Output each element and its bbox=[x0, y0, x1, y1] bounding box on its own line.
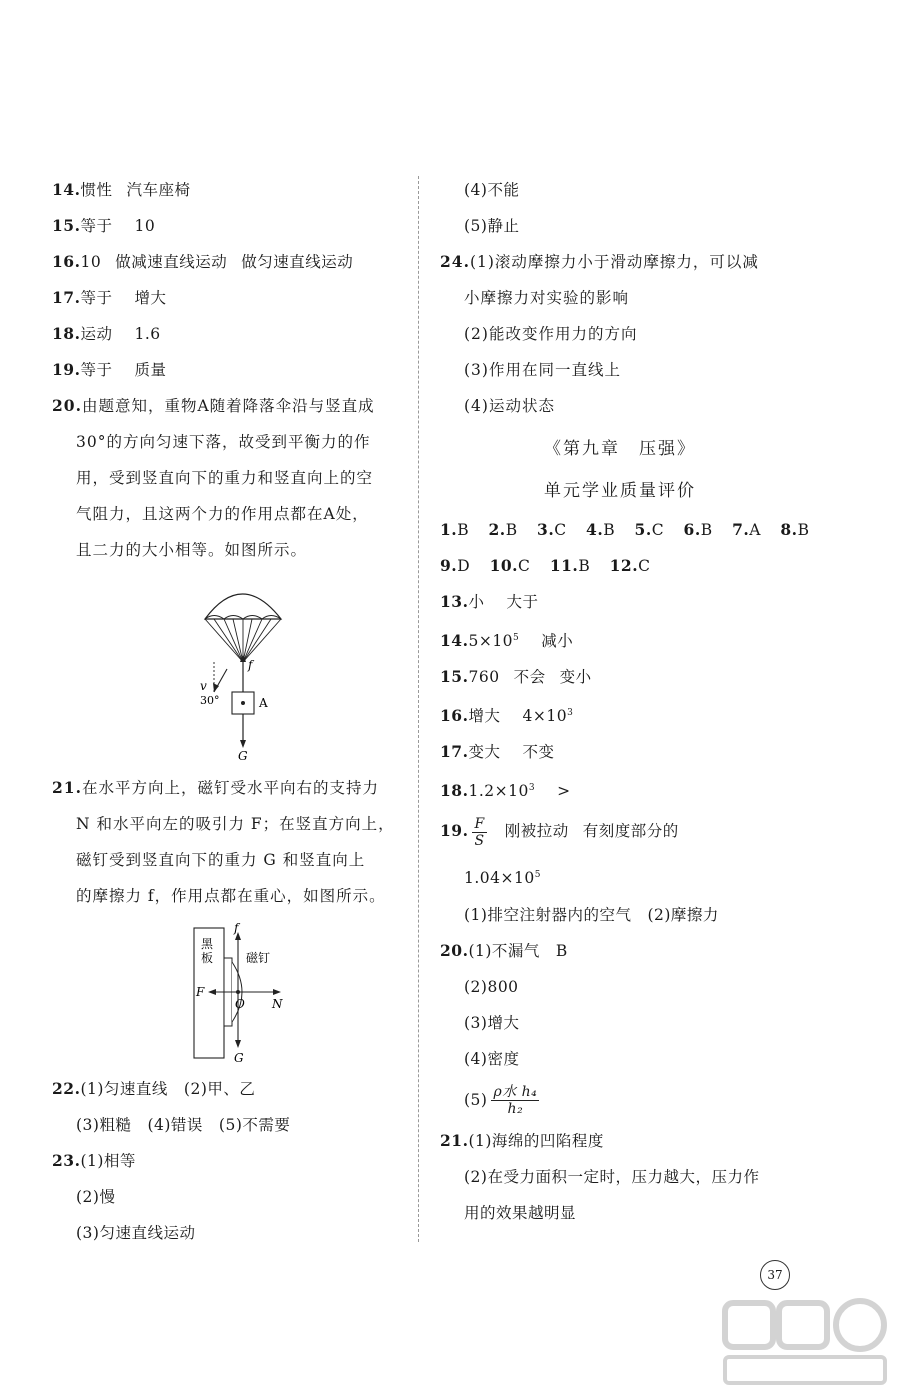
magnet-label: 磁钉 bbox=[246, 951, 271, 965]
answer-r19: 19. $\frac{F}{S}$ 刚被拉动 有刻度部分的 bbox=[440, 815, 679, 849]
board-label-1: 黑 bbox=[201, 937, 214, 951]
answer-r20-line4: (4)密度 bbox=[464, 1049, 520, 1068]
angle-label: 30° bbox=[200, 694, 220, 707]
gravity-g-label: G bbox=[234, 1051, 244, 1065]
velocity-label: v bbox=[200, 679, 207, 693]
answer-r13: 13.小 大于 bbox=[440, 592, 539, 611]
answer-19: 19.等于 质量 bbox=[52, 360, 167, 379]
answer-14: 14.惯性 汽车座椅 bbox=[52, 180, 191, 199]
support-label: N bbox=[272, 997, 283, 1011]
answer-r21-line1: 21.(1)海绵的凹陷程度 bbox=[440, 1130, 604, 1150]
pressure-fraction: $\frac{F}{S}$ bbox=[474, 815, 485, 849]
answer-18: 18.运动 1.6 bbox=[52, 324, 161, 343]
answer-r21-line2: (2)在受力面积一定时，压力越大，压力作 bbox=[464, 1167, 760, 1186]
parachute-diagram bbox=[52, 574, 407, 764]
page-number: 37 bbox=[760, 1260, 790, 1290]
answer-r21-line3: 用的效果越明显 bbox=[464, 1203, 577, 1222]
answer-23-line3: (3)匀速直线运动 bbox=[76, 1224, 196, 1242]
answer-r20-line1: 20.(1)不漏气 B bbox=[440, 940, 568, 960]
weight-a-label: A bbox=[259, 696, 268, 710]
answer-r14: $14.5\times 10^5$ 减小 bbox=[440, 631, 574, 651]
answer-22-line1: 22.(1)匀速直线 (2)甲、乙 bbox=[52, 1079, 256, 1098]
answer-21: 21.在水平方向上，磁钉受水平向右的支持力 N 和水平向左的吸引力 F；在竖直方向上， 磁钉受到竖直向下的重力 G 和竖直向上 的摩擦力 f，作用点都在重心，如图所示。 bbox=[52, 778, 395, 905]
answer-24: 24.(1)滚动摩擦力小于滑动摩擦力，可以减 小摩擦力对实验的影响 (2)能改变作用力的方向 (3)作用在同一直线上 (4)运动状态 bbox=[440, 252, 759, 415]
center-label: O bbox=[235, 997, 245, 1011]
density-fraction: $\frac{\text{ρ水 h₄}}{\text{h₂}}$ bbox=[493, 1084, 538, 1118]
answer-23-line5: (5)静止 bbox=[464, 217, 520, 235]
answer-r20-line3: (3)增大 bbox=[464, 1013, 520, 1032]
answer-r17: 17.变大 不变 bbox=[440, 742, 555, 762]
chapter-title: 《第九章 压强》 bbox=[544, 439, 696, 459]
right-column bbox=[440, 172, 810, 1231]
friction-f-label: f bbox=[234, 921, 239, 935]
answer-17: 17.等于 增大 bbox=[52, 288, 167, 307]
answer-20: 20.由题意知，重物A随着降落伞沿与竖直成 30°的方向匀速下落，故受到平衡力的作 用，受到竖直向下的重力和竖直向上的空 气阻力，且这两个力的作用点都在A处， 且二力的大小相等。如图所示。 bbox=[52, 396, 375, 559]
column-divider bbox=[418, 176, 419, 1242]
friction-label: f bbox=[248, 658, 253, 672]
answer-r20-line2: (2)800 bbox=[464, 977, 519, 996]
answer-15: 15.等于 10 bbox=[52, 216, 156, 235]
answer-r19-line2: $1.04\times 10^5$ bbox=[464, 869, 541, 888]
watermark-logo-icon bbox=[715, 1295, 895, 1390]
left-column bbox=[52, 172, 407, 1251]
answer-r20-line5: (5) $\frac{\text{ρ水 h₄}}{\text{h₂}}$ bbox=[464, 1084, 538, 1118]
answer-16: 16.10 做减速直线运动 做匀速直线运动 bbox=[52, 252, 354, 271]
answer-r15: 15.760 不会 变小 bbox=[440, 667, 592, 687]
answer-r19-line3: (1)排空注射器内的空气 (2)摩擦力 bbox=[464, 905, 719, 924]
mc-answers-row2: 9.D 10.C 11.B 12.C bbox=[440, 556, 651, 575]
attraction-label: F bbox=[196, 985, 205, 999]
magnet-diagram bbox=[52, 920, 407, 1065]
answer-r16: 16.增大 $4\times 10^3$ bbox=[440, 706, 574, 726]
answer-23-line1: 23.(1)相等 bbox=[52, 1151, 136, 1170]
answer-23-line4: (4)不能 bbox=[464, 181, 520, 199]
gravity-label: G bbox=[238, 749, 248, 763]
answer-r18: $18.1.2\times 10^3$ > bbox=[440, 781, 571, 801]
answer-23-line2: (2)慢 bbox=[76, 1188, 116, 1206]
answer-22-line2: (3)粗糙 (4)错误 (5)不需要 bbox=[76, 1116, 291, 1134]
mc-answers-row1: 1.B 2.B 3.C 4.B 5.C 6.B 7.A 8.B bbox=[440, 520, 810, 539]
section-subtitle: 单元学业质量评价 bbox=[544, 481, 696, 501]
board-label-2: 板 bbox=[201, 951, 214, 965]
